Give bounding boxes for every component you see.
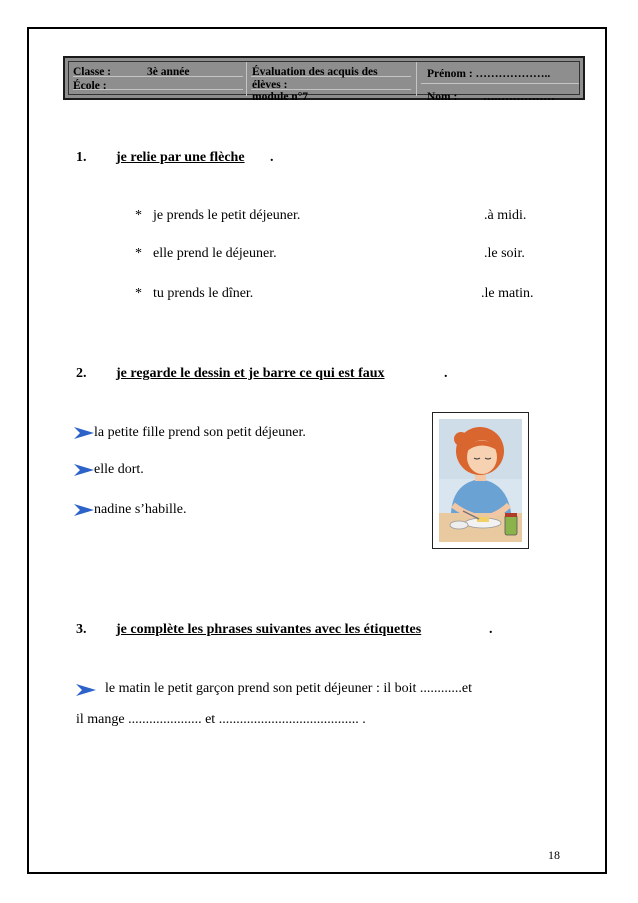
- q1-left-bullet: *: [135, 208, 142, 223]
- arrow-icon: [76, 683, 96, 697]
- nom-field: ….……………: [483, 91, 555, 103]
- header-divider: [416, 62, 417, 96]
- arrow-icon: [74, 503, 94, 517]
- arrow-icon: [74, 463, 94, 477]
- header-divider: [246, 62, 247, 96]
- header-rule: [421, 83, 579, 84]
- question-2-period: .: [444, 366, 448, 381]
- arrow-icon: [74, 426, 94, 440]
- girl-breakfast-illustration: [432, 412, 529, 549]
- header-box: [63, 56, 585, 103]
- question-1-period: .: [270, 150, 274, 165]
- question-1-number: 1.: [76, 150, 87, 165]
- prenom-field: Prénom : ………………..: [427, 68, 551, 80]
- page-number: 18: [548, 848, 560, 862]
- q3-sentence-line2: il mange ..................... et ........................................ .: [76, 712, 366, 727]
- q1-right-item: .à midi.: [484, 208, 527, 223]
- question-1-title: je relie par une flèche: [116, 150, 245, 165]
- classe-value: 3è année: [147, 66, 190, 78]
- q2-statement: nadine s’habille.: [94, 502, 187, 517]
- q3-sentence-line1: le matin le petit garçon prend son petit déjeuner : il boit ............et: [105, 681, 473, 696]
- q2-statement: la petite fille prend son petit déjeuner.: [94, 425, 306, 440]
- ecole-label: École :: [73, 80, 107, 92]
- q1-left-item: tu prends le dîner.: [153, 286, 254, 301]
- question-2-number: 2.: [76, 366, 87, 381]
- question-3-number: 3.: [76, 622, 87, 637]
- classe-label: Classe :: [73, 66, 112, 78]
- module-label: module n°7: [252, 91, 309, 103]
- question-3-period: .: [489, 622, 493, 637]
- nom-label: Nom :: [427, 91, 458, 103]
- evaluation-title: Évaluation des acquis des: [252, 66, 378, 78]
- q1-left-bullet: *: [135, 246, 142, 261]
- question-2-title: je regarde le dessin et je barre ce qui est faux: [116, 366, 385, 381]
- question-3-title: je complète les phrases suivantes avec les étiquettes: [116, 622, 422, 637]
- q1-left-item: elle prend le déjeuner.: [153, 246, 277, 261]
- q1-right-item: .le matin.: [481, 286, 534, 301]
- q2-statement: elle dort.: [94, 462, 144, 477]
- girl-eating-breakfast-icon: [433, 413, 528, 548]
- q1-left-bullet: *: [135, 286, 142, 301]
- q1-left-item: je prends le petit déjeuner.: [153, 208, 301, 223]
- q1-right-item: .le soir.: [484, 246, 525, 261]
- evaluation-title-line2: élèves :: [252, 79, 288, 91]
